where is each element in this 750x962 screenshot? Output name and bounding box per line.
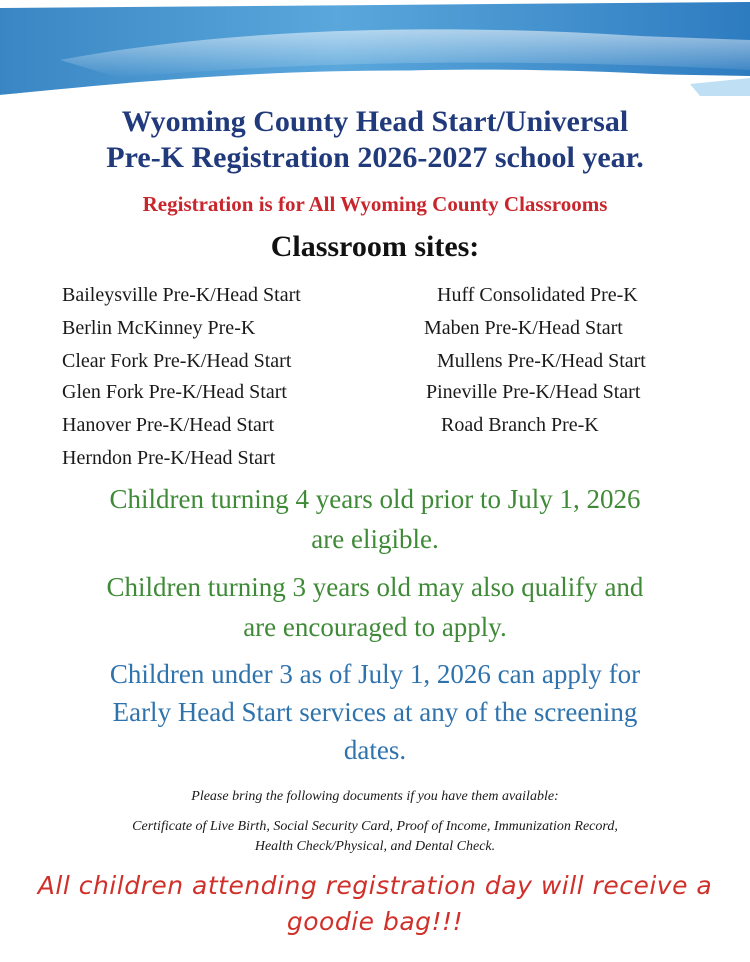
goodie-bag-line-2: goodie bag!!! [286,907,464,936]
early-head-start-line-1: Children under 3 as of July 1, 2026 can apply for [109,659,641,689]
site-item: Berlin McKinney Pre-K [62,317,256,339]
eligibility-three-line-2: are encouraged to apply. [243,612,507,642]
eligibility-four-line-1: Children turning 4 years old prior to July 1, 2026 [109,484,641,514]
site-item: Mullens Pre-K/Head Start [437,350,646,372]
documents-intro: Please bring the following documents if you have them available: [191,789,559,804]
site-item: Hanover Pre-K/Head Start [62,414,275,436]
subtitle: Registration is for All Wyoming County Classrooms [142,192,608,216]
title-line-1: Wyoming County Head Start/Universal [121,105,629,138]
early-head-start-line-2: Early Head Start services at any of the screening [112,697,638,727]
sites-heading: Classroom sites: [270,230,480,263]
site-item: Pineville Pre-K/Head Start [426,381,641,403]
site-item: Road Branch Pre-K [441,414,599,436]
site-item: Baileysville Pre-K/Head Start [62,284,301,306]
site-item: Glen Fork Pre-K/Head Start [62,381,287,403]
title-line-2: Pre-K Registration 2026-2027 school year. [106,141,644,174]
eligibility-three-line-1: Children turning 3 years old may also qualify and [106,572,644,602]
site-item: Clear Fork Pre-K/Head Start [62,350,292,372]
early-head-start-line-3: dates. [343,735,407,765]
eligibility-four-line-2: are eligible. [311,524,439,554]
documents-list-line-2: Health Check/Physical, and Dental Check. [254,839,496,854]
documents-list-line-1: Certificate of Live Birth, Social Security Card, Proof of Income, Immunization Record, [132,819,618,834]
site-item: Maben Pre-K/Head Start [424,317,623,339]
site-item: Herndon Pre-K/Head Start [62,447,276,469]
goodie-bag-line-1: All children attending registration day will receive a [37,871,713,900]
site-item: Huff Consolidated Pre-K [437,284,638,306]
